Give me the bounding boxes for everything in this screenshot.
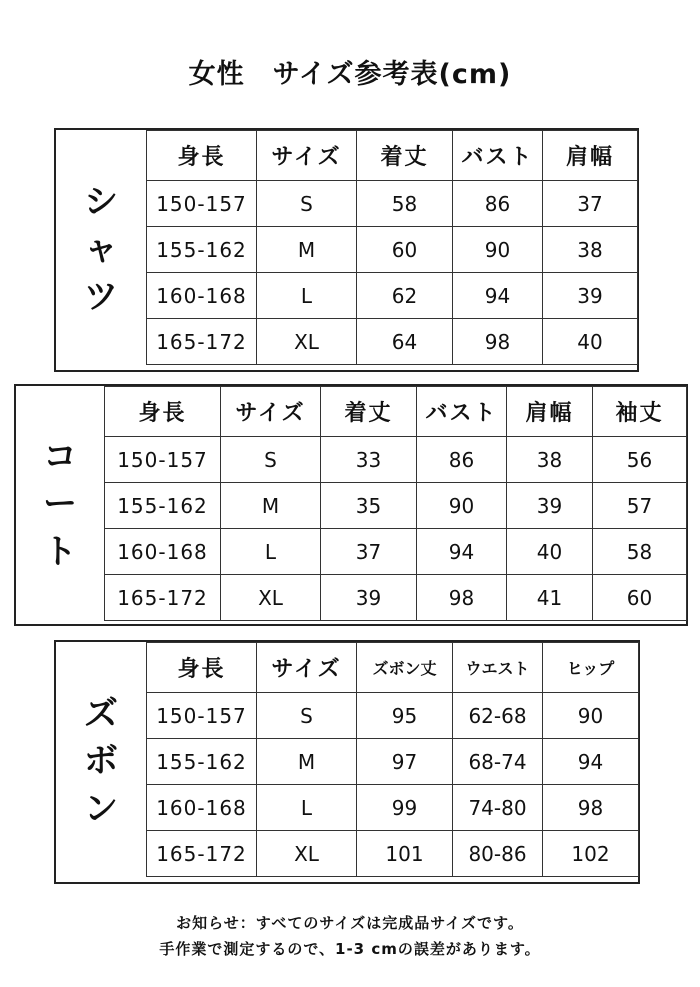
table-row: 150-157 S 58 86 37 bbox=[147, 181, 638, 227]
table-row: 160-168 L 37 94 40 58 bbox=[105, 529, 687, 575]
header-size: サイズ bbox=[257, 131, 357, 181]
header-bust: バスト bbox=[417, 387, 507, 437]
table-row: 155-162 M 35 90 39 57 bbox=[105, 483, 687, 529]
pants-section-label: ズ ボ ン bbox=[84, 693, 118, 829]
shirt-section-label: シ ャ ツ bbox=[84, 181, 118, 317]
table-row: 160-168 L 62 94 39 bbox=[147, 273, 638, 319]
header-bust: バスト bbox=[453, 131, 543, 181]
header-length: 着丈 bbox=[357, 131, 453, 181]
table-row: 155-162 M 60 90 38 bbox=[147, 227, 638, 273]
coat-size-table bbox=[104, 386, 687, 621]
header-height: 身長 bbox=[147, 131, 257, 181]
table-row: 160-168 L 99 74-80 98 bbox=[147, 785, 639, 831]
table-row: 165-172 XL 64 98 40 bbox=[147, 319, 638, 365]
header-height: 身長 bbox=[147, 643, 257, 693]
header-size: サイズ bbox=[221, 387, 321, 437]
note-line-1: お知らせ：すべてのサイズは完成品サイズです。 bbox=[176, 914, 524, 932]
header-waist: ウエスト bbox=[453, 643, 543, 693]
table-row: 150-157 S 95 62-68 90 bbox=[147, 693, 639, 739]
table-row: 165-172 XL 101 80-86 102 bbox=[147, 831, 639, 877]
table-row: 155-162 M 97 68-74 94 bbox=[147, 739, 639, 785]
header-shoulder: 肩幅 bbox=[543, 131, 638, 181]
coat-section-label: コ ー ト bbox=[43, 436, 77, 572]
note-line-2: 手作業で測定するので、1-3 cmの誤差があります。 bbox=[159, 940, 541, 958]
shirt-size-table bbox=[146, 130, 638, 365]
table-row: 150-157 S 33 86 38 56 bbox=[105, 437, 687, 483]
header-sleeve: 袖丈 bbox=[593, 387, 687, 437]
header-size: サイズ bbox=[257, 643, 357, 693]
header-shoulder: 肩幅 bbox=[507, 387, 593, 437]
table-row: 165-172 XL 39 98 41 60 bbox=[105, 575, 687, 621]
pants-size-table bbox=[146, 642, 639, 877]
page-title: 女性 サイズ参考表(cm) bbox=[188, 59, 512, 90]
header-height: 身長 bbox=[105, 387, 221, 437]
header-length: 着丈 bbox=[321, 387, 417, 437]
header-pants-length: ズボン丈 bbox=[357, 643, 453, 693]
header-hip: ヒップ bbox=[543, 643, 639, 693]
